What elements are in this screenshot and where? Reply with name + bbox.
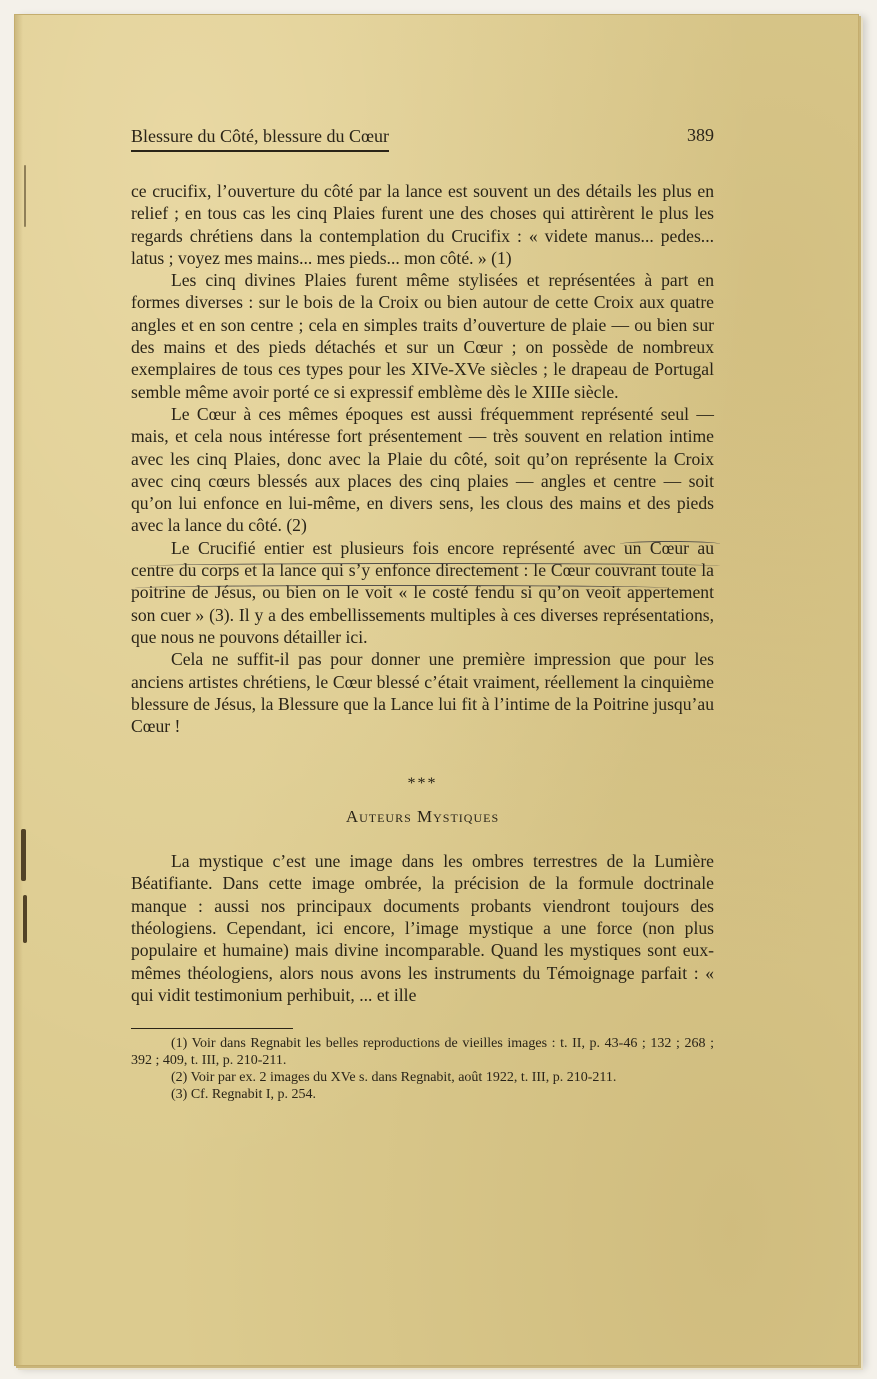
- pencil-underline: [148, 563, 720, 569]
- page-content: [131, 118, 714, 1103]
- footnote: (3) Cf. Regnabit I, p. 254.: [171, 1087, 317, 1103]
- body-paragraph: ce crucifix, l’ouverture du côté par la lance est souvent un des détails les plus en relief ; en tous cas les cinq Plaies furent une des choses qui attirèrent le plus les regards chrétiens dans la contemplation du Crucifix : « videte manus... pedes... latus ; voyez mes mains... mes pieds... mon côté. » (1): [131, 181, 714, 268]
- pencil-underline: [620, 541, 720, 547]
- binding-edge: [15, 15, 23, 1365]
- binding-stain: [23, 895, 27, 943]
- body-paragraph: Les cinq divines Plaies furent même stylisées et représentées à part en formes diverses : sur le bois de la Croix ou bien autour de cette Croix aux quatre angles et en son centre ; cela en simples traits d’ouverture de plaie — ou bien sur des mains et des pieds détachés et sur un Cœur ; on possède de nombreux exemplaires de tous ces types pour les XIVe-XVe siècles ; le drapeau de Portugal semble même avoir porté ce si expressif emblème dès le XIIIe siècle.: [131, 270, 714, 402]
- page-number: 389: [687, 124, 714, 145]
- body-paragraph: Le Cœur à ces mêmes époques est aussi fréquemment représenté seul — mais, et cela nous intéresse fort présentement — très souvent en relation intime avec les cinq Plaies, donc avec la Plaie du côté, soit qu’on représente la Croix avec cinq cœurs blessés aux places des cinq plaies — angles et centre — soit qu’on lui enfonce en lui-même, en divers sens, les clous des mains et des pieds avec la lance du côté. (2): [131, 403, 714, 536]
- section-title: Auteurs Mystiques: [345, 806, 500, 826]
- body-paragraph: Cela ne suffit-il pas pour donner une première impression que pour les anciens artistes chrétiens, le Cœur blessé c’était vraiment, réellement la cinquième blessure de Jésus, la Blessure que la Lance lui fit à l’intime de la Poitrine jusqu’au Cœur !: [131, 649, 714, 737]
- footnote-rule: [131, 1028, 293, 1029]
- section-separator: ***: [407, 775, 438, 793]
- binding-stain: [24, 165, 26, 227]
- footnote: (1) Voir dans Regnabit les belles reproductions de vieilles images : t. II, p. 43-46 ; 132 ; 268 ; 392 ; 409, t. III, p. 210-211.: [131, 1036, 714, 1069]
- pencil-underline: [135, 585, 670, 591]
- binding-stain: [21, 829, 26, 881]
- footnotes: [131, 1035, 714, 1103]
- running-title: Blessure du Côté, blessure du Cœur: [131, 125, 389, 152]
- body-paragraph: Le Crucifié entier est plusieurs fois encore représenté avec un Cœur au centre du corps et la lance qui s’y enfonce directement : le Cœur couvrant toute la poitrine de Jésus, ou bien on le voit « le costé fendu si qu’on veoit appertement son cuer » (3). Il y a des embellissements multiples à ces diverses représentations, que nous ne pouvons détailler ici.: [131, 537, 714, 647]
- body-paragraph: La mystique c’est une image dans les ombres terrestres de la Lumière Béatifiante. Dans cette image ombrée, la précision de la formule doctrinale manque : aussi nos principaux documents probants viendront toujours des théologiens. Cependant, ici encore, l’image mystique a une force (non plus populaire et humaine) mais divine incomparable. Quand les mystiques sont eux-mêmes théologiens, alors nous avons les instruments du Témoignage parfait : « qui vidit testimonium perhibuit, ... et ille: [131, 851, 714, 1005]
- running-header: [131, 118, 714, 152]
- footnote: (2) Voir par ex. 2 images du XVe s. dans Regnabit, août 1922, t. III, p. 210-211.: [171, 1070, 617, 1086]
